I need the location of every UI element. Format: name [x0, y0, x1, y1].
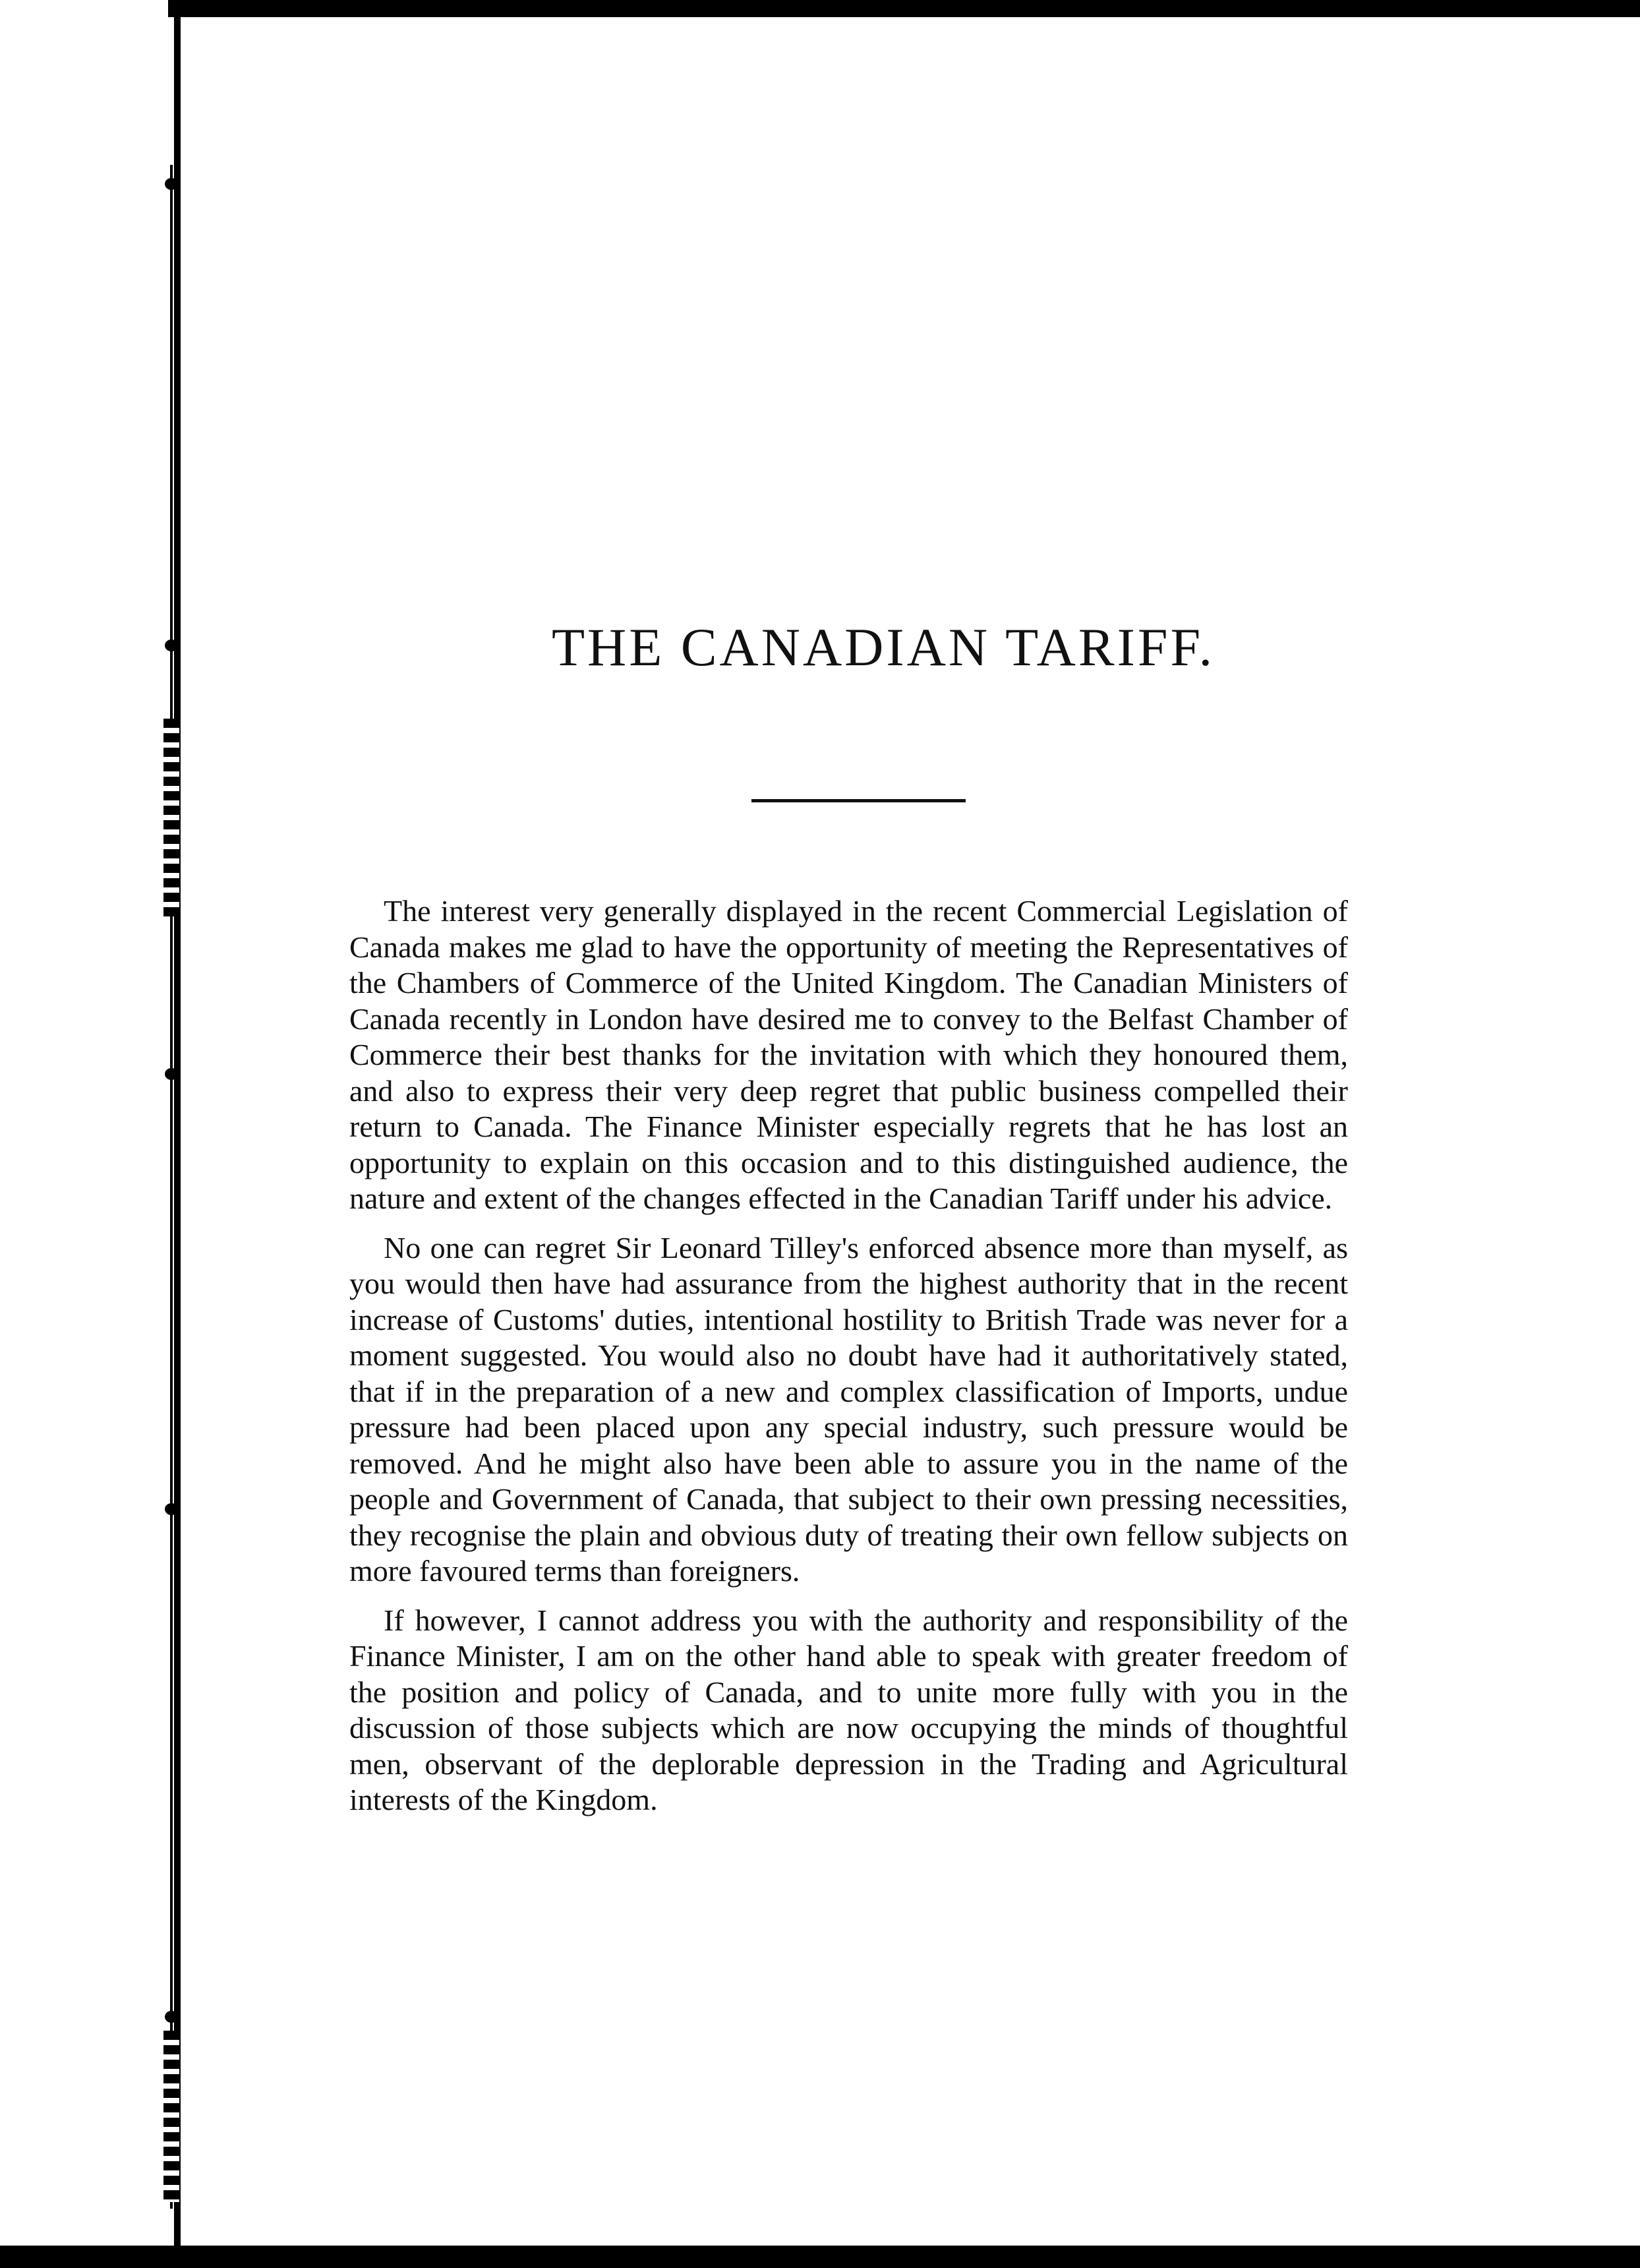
- binding-stitch: [165, 178, 178, 190]
- binding-thread: [170, 165, 173, 2209]
- binding-stitch: [165, 1503, 178, 1515]
- binding-stitch: [165, 1068, 178, 1080]
- scan-border-bottom: [0, 2246, 1640, 2268]
- binding-knot: [163, 2031, 179, 2202]
- scan-border-top: [0, 0, 1640, 17]
- binding-stitch: [165, 2011, 178, 2023]
- page-binding-edge: [174, 0, 181, 2268]
- paragraph: The interest very generally displayed in the recent Commercial Legislation of Canada makes me glad to have the opportunity of meeting the Representatives of the Chambers of Commerce of the United Kingdom. The Canadian Ministers of Canada recently in London have desired me to convey to the Belfast Chamber of Commerce their best thanks for the invitation with which they honoured them, and also to express their very deep regret that public business compelled their return to Canada. The Finance Minister especially regrets that he has lost an opportunity to explain on this occasion and to this distinguished audience, the nature and extent of the changes effected in the Canadian Tariff under his advice.: [349, 894, 1348, 1215]
- page-gutter: [0, 0, 168, 2268]
- binding-knot: [163, 719, 179, 916]
- paragraph: No one can regret Sir Leonard Tilley's enforced absence more than myself, as you would then have had assurance from the highest authority that in the recent increase of Customs' duties, intentional hostility to British Trade was never for a moment suggested. You would also no doubt have had it authoritatively stated, that if in the preparation of a new and complex classification of Imports, undue pressure had been placed upon any special industry, such pressure would be removed. And he might also have been able to assure you in the name of the people and Government of Canada, that subject to their own pressing necessities, they recognise the plain and obvious duty of treating their own fellow subjects on more favoured terms than foreigners.: [349, 1230, 1348, 1588]
- title-divider: [751, 799, 966, 802]
- binding-stitch: [165, 640, 178, 651]
- body-text: [349, 893, 1348, 1832]
- paragraph: If however, I cannot address you with the authority and responsibility of the Finance Minister, I am on the other hand able to speak with greater freedom of the position and policy of Canada, and to unite more fully with you in the discussion of those subjects which are now occupying the minds of thoughtful men, observant of the deplorable depression in the Trading and Agricultural interests of the Kingdom.: [349, 1603, 1348, 1816]
- page-title: THE CANADIAN TARIFF.: [551, 617, 1215, 677]
